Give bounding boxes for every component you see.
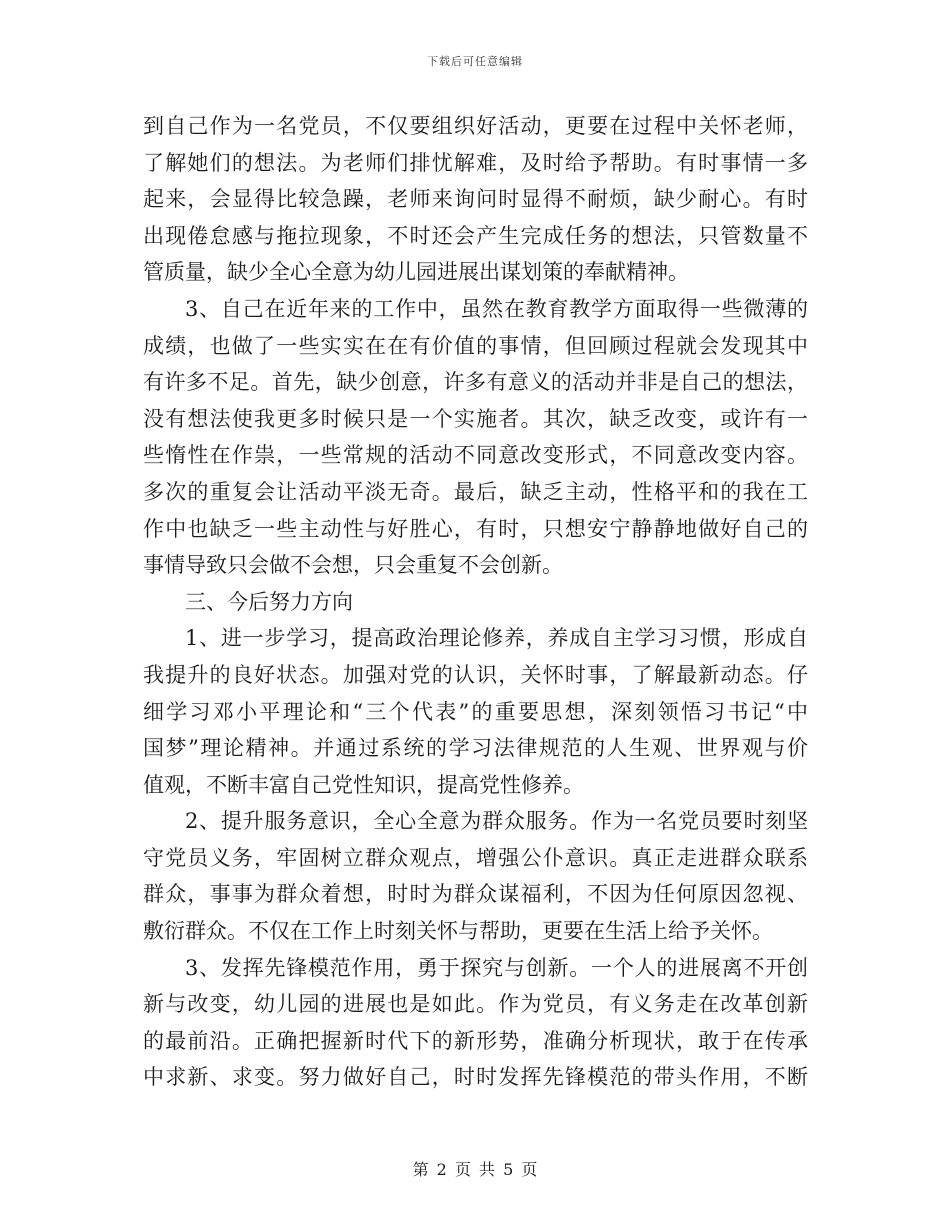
section-heading: 三、今后努力方向 [185,589,353,614]
text-line: 多次的重复会让活动平淡无奇。最后，缺乏主动，性格平和的我在工 [143,479,808,504]
page-number-footer: 第 2 页 共 5 页 [412,1160,538,1179]
document-body [143,108,808,1096]
text-line: 出现倦怠感与拖拉现象，不时还会产生完成任务的想法，只管数量不 [143,223,808,248]
text-line: 管质量，缺少全心全意为幼儿园进展出谋划策的奉献精神。 [143,260,689,285]
text-line: 的最前沿。正确把握新时代下的新形势，准确分析现状，敢于在传承 [143,1028,808,1053]
text-line: 守党员义务，牢固树立群众观点，增强公仆意识。真正走进群众联系 [143,845,808,870]
page-header-note: 下载后可任意编辑 [427,55,523,68]
text-line: 有许多不足。首先，缺少创意，许多有意义的活动并非是自己的想法， [143,370,808,395]
text-line: 值观，不断丰富自己党性知识，提高党性修养。 [143,772,584,797]
text-line: 敷衍群众。不仅在工作上时刻关怀与帮助，更要在生活上给予关怀。 [143,919,773,944]
text-line: 起来，会显得比较急躁，老师来询问时显得不耐烦，缺少耐心。有时 [143,187,808,212]
text-line: 些惰性在作祟，一些常规的活动不同意改变形式，不同意改变内容。 [143,443,808,468]
text-line: 事情导致只会做不会想，只会重复不会创新。 [143,553,563,578]
text-line: 我提升的良好状态。加强对党的认识，关怀时事，了解最新动态。仔 [143,662,808,687]
text-line: 1、进一步学习，提高政治理论修养，养成自主学习习惯，形成自 [185,626,808,651]
text-line: 国梦”理论精神。并通过系统的学习法律规范的人生观、世界观与价 [143,736,808,761]
text-line: 没有想法使我更多时候只是一个实施者。其次，缺乏改变，或许有一 [143,406,808,431]
text-line: 成绩，也做了一些实实在在有价值的事情，但回顾过程就会发现其中 [143,333,808,358]
text-line: 作中也缺乏一些主动性与好胜心，有时，只想安宁静静地做好自己的 [143,516,808,541]
text-line: 到自己作为一名党员，不仅要组织好活动，更要在过程中关怀老师， [143,114,808,138]
text-line: 2、提升服务意识，全心全意为群众服务。作为一名党员要时刻坚 [185,809,808,834]
text-line: 中求新、求变。努力做好自己，时时发挥先锋模范的带头作用，不断 [143,1065,808,1090]
text-line: 3、发挥先锋模范作用，勇于探究与创新。一个人的进展离不开创 [185,955,808,980]
text-line: 3、自己在近年来的工作中，虽然在教育教学方面取得一些微薄的 [185,296,808,321]
text-line: 了解她们的想法。为老师们排忧解难，及时给予帮助。有时事情一多 [143,150,808,175]
text-line: 新与改变，幼儿园的进展也是如此。作为党员，有义务走在改革创新 [143,992,808,1017]
text-line: 细学习邓小平理论和“三个代表”的重要思想，深刻领悟习书记“中 [143,699,808,724]
text-line: 群众，事事为群众着想，时时为群众谋福利，不因为任何原因忽视、 [143,882,808,907]
